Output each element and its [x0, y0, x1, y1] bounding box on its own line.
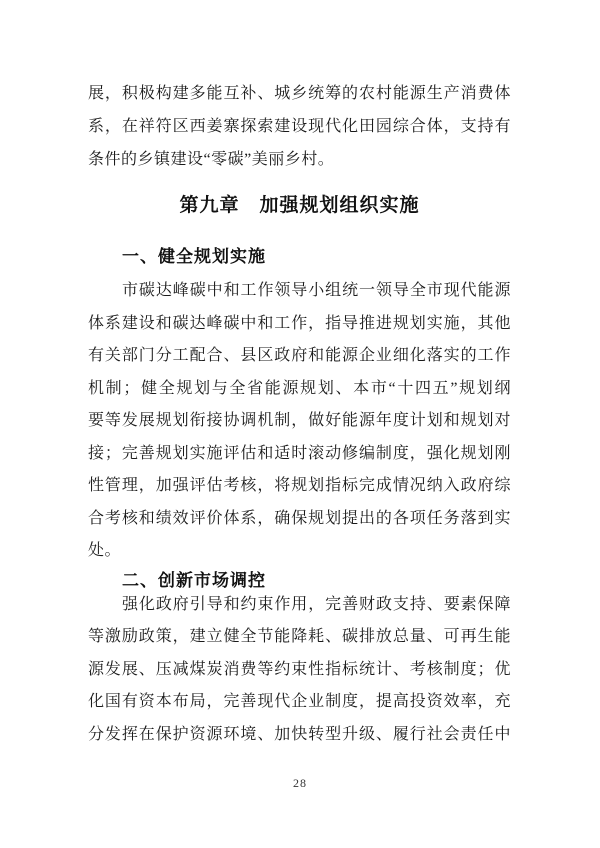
text-line: 接；完善规划实施评估和适时滚动修编制度，强化规划刚 — [88, 444, 511, 462]
text-line: 要等发展规划衔接协调机制，做好能源年度计划和规划对 — [88, 412, 511, 429]
text-line: 源发展、压减煤炭消费等约束性指标统计、考核制度；优 — [88, 660, 511, 678]
text-line: 市碳达峰碳中和工作领导小组统一领导全市现代能源 — [122, 282, 511, 299]
text-line: 机制；健全规划与全省能源规划、本市“十四五”规划纲 — [88, 379, 511, 397]
text-line: 等激励政策，建立健全节能降耗、碳排放总量、可再生能 — [88, 628, 511, 645]
section-2-paragraph — [88, 589, 511, 752]
section-1-paragraph — [88, 275, 511, 568]
section-heading-1: 一、健全规划实施 — [122, 247, 266, 266]
text-line: 体系建设和碳达峰碳中和工作，指导推进规划实施，其他 — [88, 314, 511, 332]
text-line: 性管理，加强评估考核，将规划指标完成情况纳入政府综 — [88, 477, 511, 494]
text-line: 合考核和绩效评价体系，确保规划提出的各项任务落到实 — [88, 509, 511, 527]
text-line: 展，积极构建多能互补、城乡统筹的农村能源生产消费体 — [88, 85, 511, 102]
text-line: 强化政府引导和约束作用，完善财政支持、要素保障 — [122, 595, 511, 613]
page-number: 28 — [293, 776, 307, 790]
intro-paragraph — [88, 77, 511, 176]
text-line: 化国有资本布局，完善现代企业制度，提高投资效率，充 — [88, 693, 511, 710]
text-line: 条件的乡镇建设“零碳”美丽乡村。 — [88, 151, 335, 168]
text-line: 处。 — [88, 542, 122, 559]
text-line: 有关部门分工配合、县区政府和能源企业细化落实的工作 — [88, 347, 511, 364]
chapter-title: 第九章 加强规划组织实施 — [179, 195, 420, 216]
section-heading-2: 二、创新市场调控 — [122, 570, 266, 590]
text-line: 系，在祥符区西姜寨探索建设现代化田园综合体，支持有 — [88, 118, 511, 135]
text-line: 分发挥在保护资源环境、加快转型升级、履行社会责任中 — [88, 725, 511, 743]
